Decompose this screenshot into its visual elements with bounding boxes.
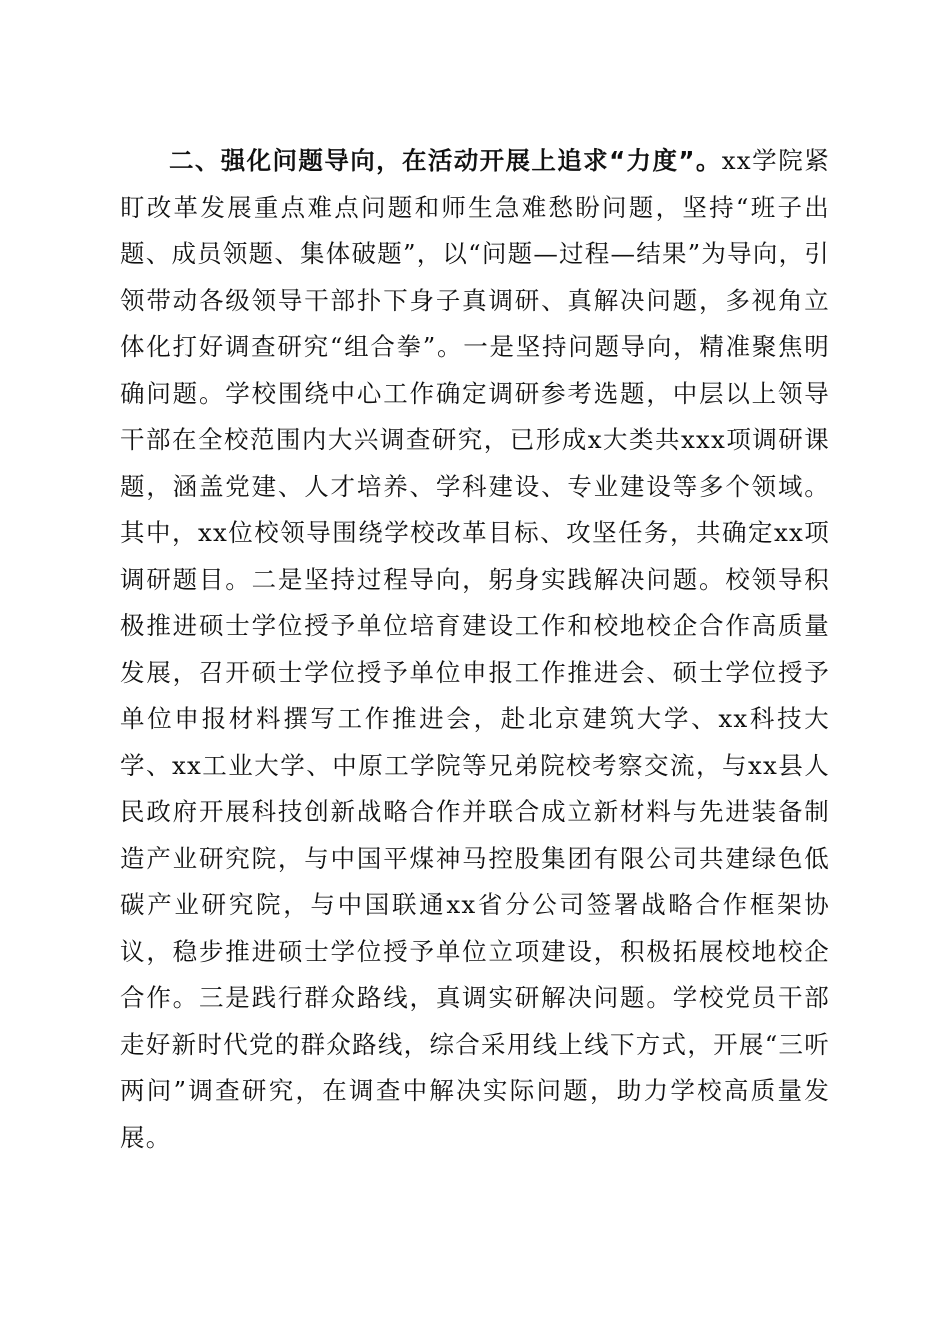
body-paragraph — [120, 138, 830, 1161]
paragraph-text: xx学院紧盯改革发展重点难点问题和师生急难愁盼问题，坚持“班子出题、成员领题、集体破题”，以“问题—过程—结果”为导向，引领带动各级领导干部扑下身子真调研、真解决问题，多视角立体化打好调查研究“组合拳”。一是坚持问题导向，精准聚焦明确问题。学校围绕中心工作确定调研参考选题，中层以上领导干部在全校范围内大兴调查研究，已形成x大类共xxx项调研课题，涵盖党建、人才培养、学科建设、专业建设等多个领域。其中，xx位校领导围绕学校改革目标、攻坚任务，共确定xx项调研题目。二是坚持过程导向，躬身实践解决问题。校领导积极推进硕士学位授予单位培育建设工作和校地校企合作高质量发展，召开硕士学位授予单位申报工作推进会、硕士学位授予单位申报材料撰写工作推进会，赴北京建筑大学、xx科技大学、xx工业大学、中原工学院等兄弟院校考察交流，与xx县人民政府开展科技创新战略合作并联合成立新材料与先进装备制造产业研究院，与中国平煤神马控股集团有限公司共建绿色低碳产业研究院，与中国联通xx省分公司签署战略合作框架协议，稳步推进硕士学位授予单位立项建设，积极拓展校地校企合作。三是践行群众路线，真调实研解决问题。学校党员干部走好新时代党的群众路线，综合采用线上线下方式，开展“三听两问”调查研究，在调查中解决实际问题，助力学校高质量发展。 — [120, 146, 830, 1152]
section-heading: 二、强化问题导向，在活动开展上追求“力度”。 — [169, 146, 722, 175]
